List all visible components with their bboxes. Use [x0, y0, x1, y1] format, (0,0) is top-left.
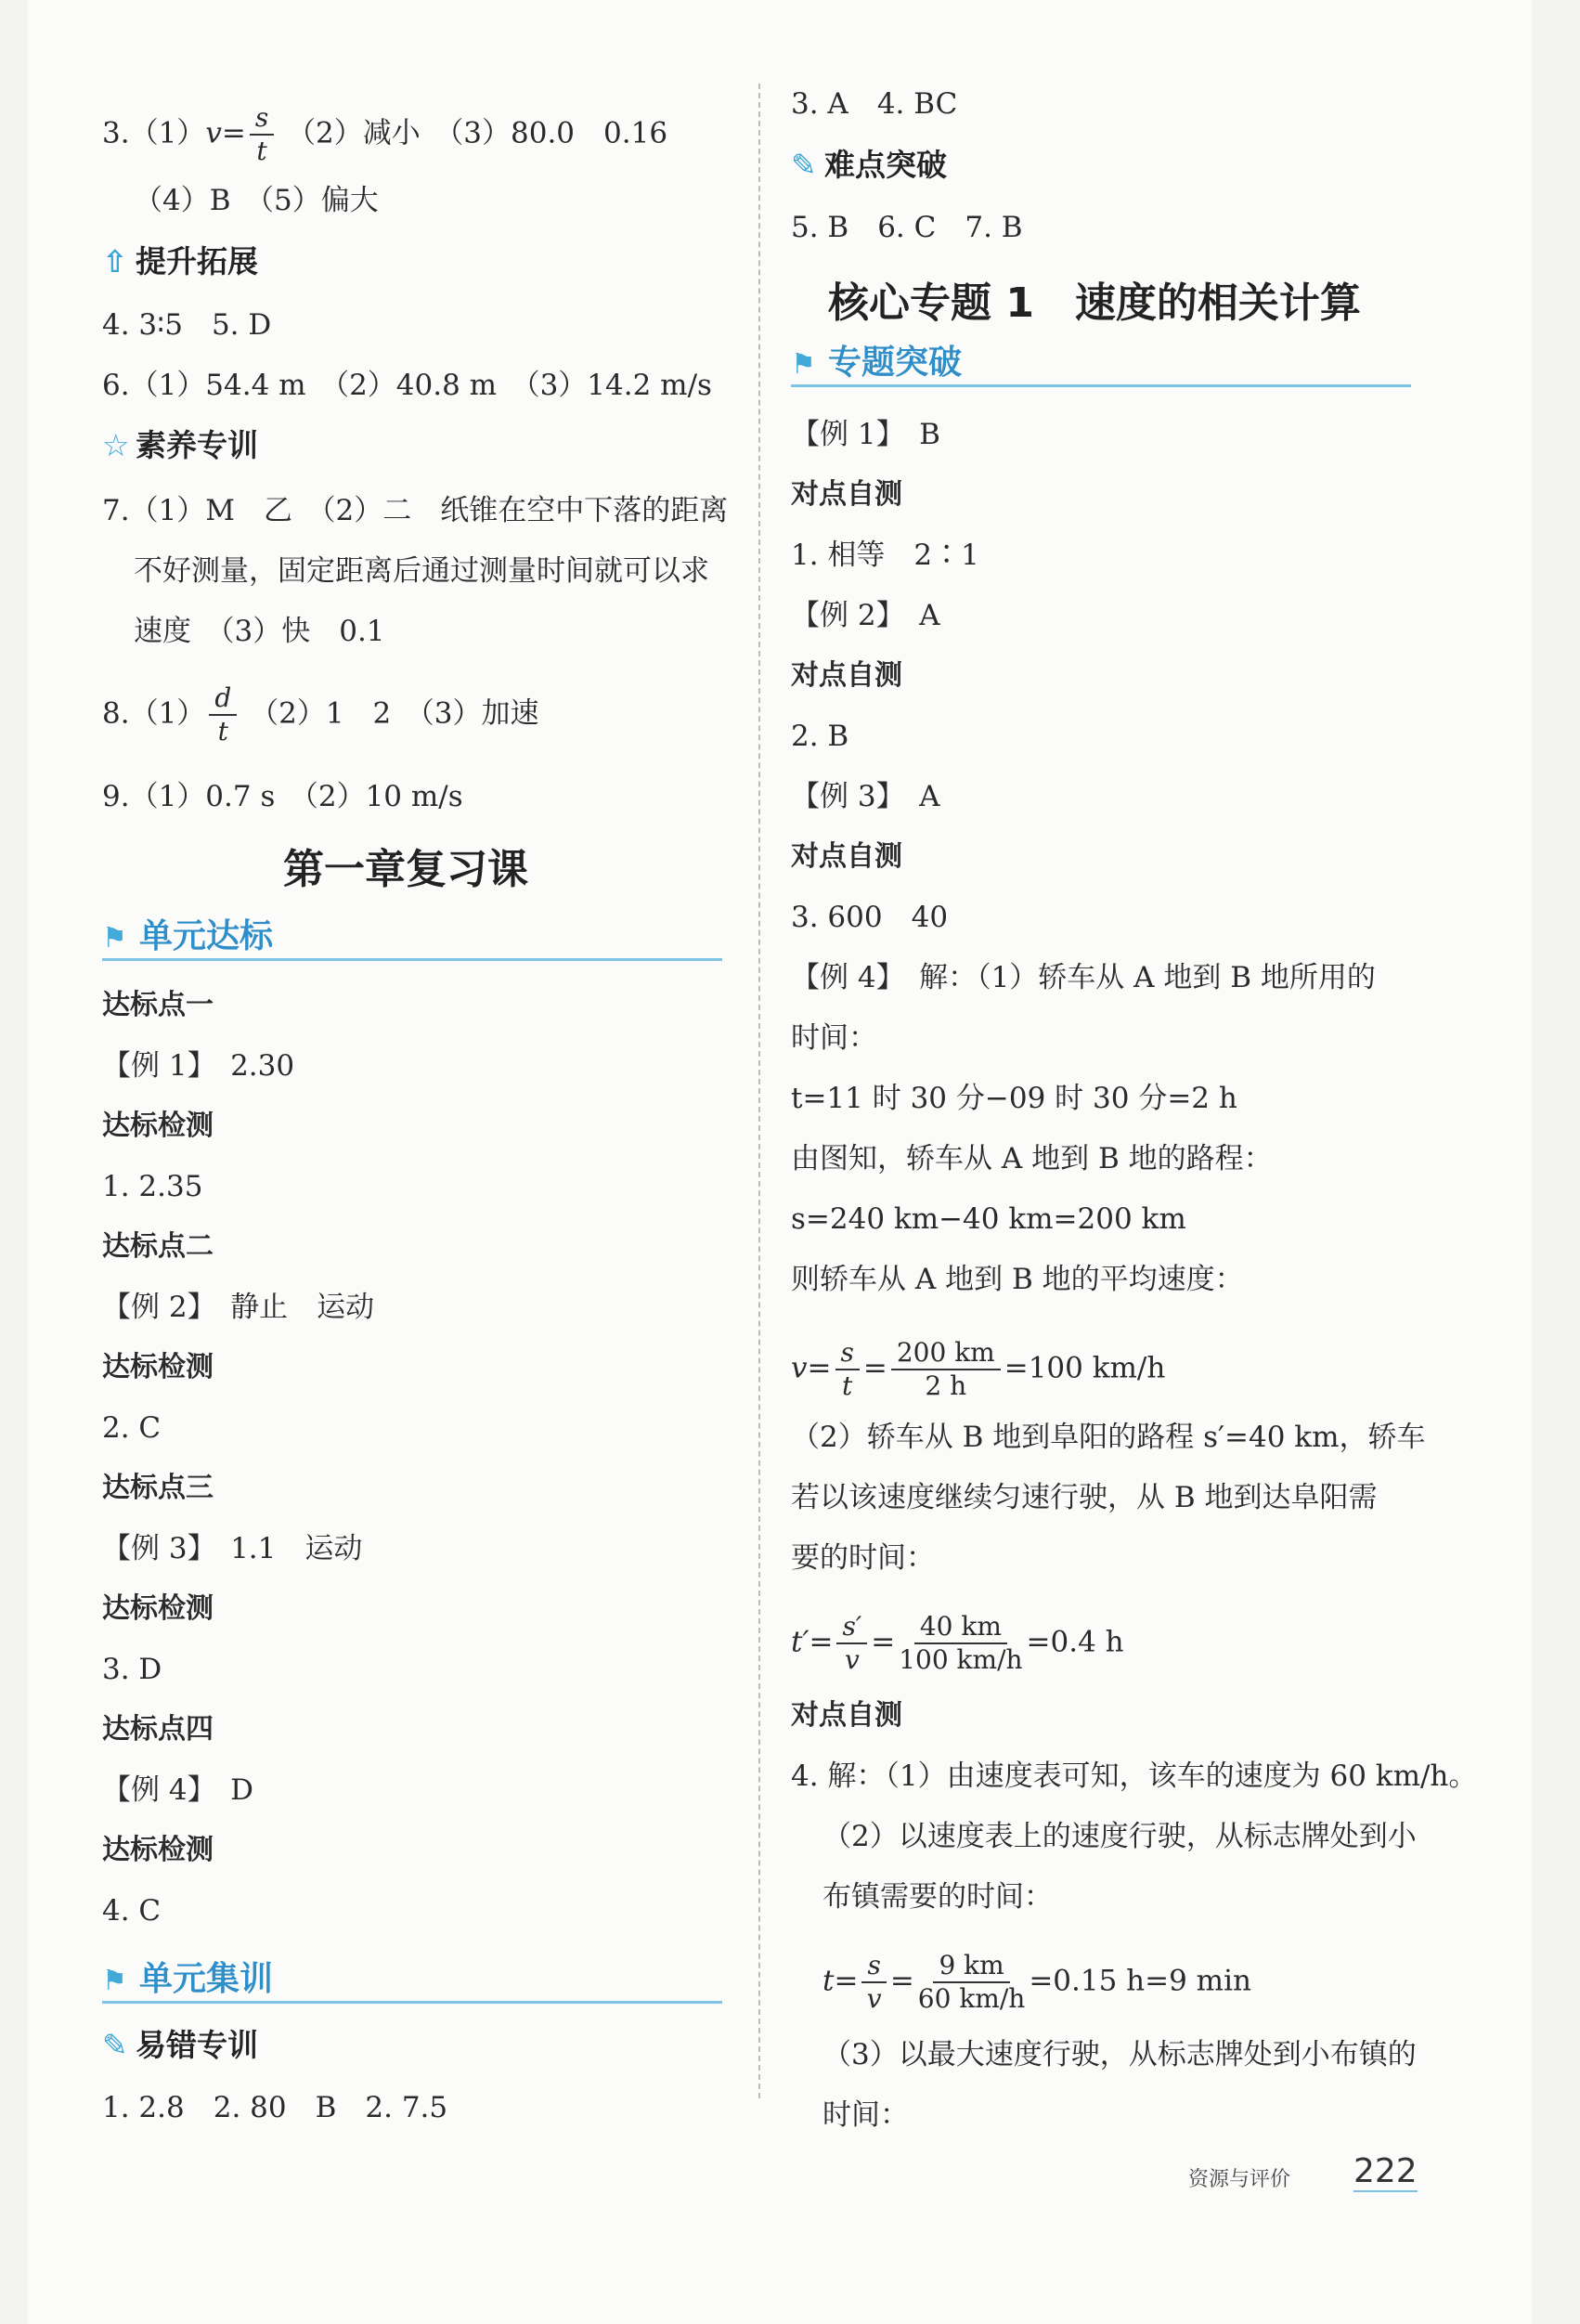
core-topic-title: 核心专题 1 速度的相关计算	[828, 279, 1361, 327]
formula-lhs: t=	[822, 1964, 859, 1998]
point-label: 达标点二	[102, 1230, 214, 1263]
footer-label: 资源与评价	[1188, 2168, 1291, 2191]
numerator: d	[209, 682, 237, 716]
answer-line	[102, 682, 539, 747]
point-label: 达标点三	[102, 1472, 214, 1504]
heading-text: 专题突破	[828, 344, 963, 382]
subsection-heading	[102, 427, 258, 464]
denominator: 60 km/h	[917, 1983, 1026, 2014]
answer-line: 1. 2.35	[102, 1170, 203, 1203]
formula-lhs: v=	[205, 116, 246, 150]
fraction	[861, 1950, 886, 2015]
self-test-label: 对点自测	[791, 478, 902, 511]
answer-line: 3. A 4. BC	[791, 87, 958, 121]
equation-line: t′= $\frac{s'}{v}$ = $\frac{40 km}{100 km/h}$ =0.4 h	[791, 1611, 1124, 1675]
page-number: 222	[1353, 2152, 1418, 2190]
formula-rhs: =100 km/h	[1004, 1351, 1166, 1385]
check-label: 达标检测	[102, 1592, 214, 1625]
answer-line: 速度 （3）快 0.1	[134, 615, 385, 648]
pencil-icon: ✎	[102, 2027, 128, 2063]
answer-text: 3.（1）	[102, 116, 206, 150]
answer-line	[102, 102, 667, 167]
solution-line: 若以该速度继续匀速行驶，从 B 地到达阜阳需	[791, 1481, 1378, 1514]
answer-line: 4. C	[102, 1894, 162, 1928]
point-label: 达标点四	[102, 1713, 214, 1746]
arrow-up-icon: ⇧	[102, 243, 128, 279]
answer-line: （4）B （5）偏大	[134, 184, 379, 217]
answer-text: （2）减小 （3）80.0 0.16	[287, 116, 668, 150]
subsection-heading	[102, 2027, 258, 2064]
example-line: 【例 1】 2.30	[102, 1049, 295, 1083]
flag-icon: ⚑	[791, 348, 816, 381]
answer-line: 不好测量，固定距离后通过测量时间就可以求	[134, 554, 709, 588]
pencil-icon: ✎	[791, 147, 817, 183]
solution-line: 4. 解：（1）由速度表可知，该车的速度为 60 km/h。	[791, 1759, 1478, 1793]
heading-text: 单元达标	[139, 917, 274, 955]
formula-lhs: t′=	[791, 1625, 834, 1659]
answer-line: 3. 600 40	[791, 901, 949, 934]
formula-rhs: =0.4 h	[1026, 1625, 1124, 1659]
chapter-review-title: 第一章复习课	[283, 846, 528, 893]
numerator: s	[250, 102, 274, 136]
answer-line: 1. 相等 2∶1	[791, 539, 979, 572]
numerator: 9 km	[933, 1950, 1009, 1983]
denominator: 100 km/h	[899, 1644, 1023, 1675]
answer-line: 9.（1）0.7 s （2）10 m/s	[102, 780, 463, 813]
heading-text: 难点突破	[824, 147, 947, 183]
answer-line: 3. D	[102, 1653, 162, 1686]
section-heading	[791, 336, 1411, 387]
self-test-label: 对点自测	[791, 840, 902, 873]
answer-line: 5. B 6. C 7. B	[791, 211, 1023, 244]
numerator: s	[861, 1950, 886, 1983]
solution-line: （3）以最大速度行驶，从标志牌处到小布镇的	[822, 2038, 1417, 2071]
star-icon: ☆	[102, 427, 130, 463]
heading-text: 提升拓展	[136, 243, 258, 279]
heading-text: 素养专训	[136, 427, 258, 463]
answer-line: 2. C	[102, 1411, 162, 1445]
formula-rhs: =0.15 h=9 min	[1029, 1964, 1251, 1998]
subsection-heading	[102, 243, 258, 280]
answer-line: 7.（1）M 乙 （2）二 纸锥在空中下落的距离	[102, 494, 729, 527]
denominator: t	[842, 1370, 853, 1401]
solution-line: 时间：	[791, 1021, 877, 1055]
solution-line: 则轿车从 A 地到 B 地的平均速度：	[791, 1263, 1244, 1296]
point-label: 达标点一	[102, 989, 214, 1021]
fraction	[209, 682, 237, 747]
self-test-label: 对点自测	[791, 1699, 902, 1732]
heading-text: 单元集训	[139, 1960, 274, 1998]
fraction	[250, 102, 274, 167]
fraction	[836, 1611, 867, 1676]
numerator: 40 km	[914, 1611, 1007, 1644]
column-divider	[758, 84, 760, 2098]
example-line: 【例 4】 解：（1）轿车从 A 地到 B 地所用的	[791, 961, 1376, 994]
heading-text: 易错专训	[136, 2027, 258, 2063]
check-label: 达标检测	[102, 1110, 214, 1142]
numerator: 200 km	[891, 1337, 1001, 1370]
solution-line: 由图知，轿车从 A 地到 B 地的路程：	[791, 1142, 1273, 1175]
answer-line: 2. B	[791, 720, 849, 753]
solution-line: 要的时间：	[791, 1541, 935, 1575]
formula-lhs: v=	[791, 1351, 832, 1385]
example-line: 【例 3】 A	[791, 780, 940, 813]
denominator: t	[256, 136, 267, 166]
solution-line: 时间：	[822, 2098, 909, 2132]
denominator: 2 h	[925, 1370, 967, 1401]
fraction	[835, 1337, 860, 1402]
answer-line: 4. 3∶5 5. D	[102, 308, 272, 342]
fraction	[918, 1950, 1026, 2015]
flag-icon: ⚑	[102, 1965, 127, 1997]
check-label: 达标检测	[102, 1834, 214, 1866]
example-line: 【例 2】 静止 运动	[102, 1291, 375, 1324]
numerator: s′	[836, 1611, 867, 1644]
self-test-label: 对点自测	[791, 659, 902, 692]
equation-line: s=240 km−40 km=200 km	[791, 1202, 1186, 1236]
answer-text: （2）1 2 （3）加速	[250, 696, 539, 731]
denominator: t	[217, 716, 228, 747]
answer-line: 1. 2.8 2. 80 B 2. 7.5	[102, 2091, 448, 2124]
fraction	[899, 1611, 1022, 1676]
solution-line: 布镇需要的时间：	[822, 1880, 1053, 1914]
answer-page	[28, 0, 1532, 2324]
answer-text: 8.（1）	[102, 696, 206, 731]
example-line: 【例 2】 A	[791, 599, 940, 632]
equation-line: t=11 时 30 分−09 时 30 分=2 h	[791, 1082, 1237, 1115]
answer-line: 6.（1）54.4 m （2）40.8 m （3）14.2 m/s	[102, 369, 712, 402]
denominator: v	[866, 1983, 882, 2014]
example-line: 【例 4】 D	[102, 1773, 253, 1807]
equation-line: t= $\frac{s}{v}$ = $\frac{9 km}{60 km/h}$ =0.15 h=9 min	[822, 1950, 1251, 2014]
example-line: 【例 1】 B	[791, 418, 940, 451]
solution-line: （2）轿车从 B 地到阜阳的路程 s′=40 km，轿车	[791, 1421, 1426, 1454]
solution-line: （2）以速度表上的速度行驶，从标志牌处到小	[822, 1820, 1417, 1853]
equation-line: v= $\frac{s}{t}$ = $\frac{200 km}{2 h}$ =100 km/h	[791, 1337, 1166, 1401]
flag-icon: ⚑	[102, 922, 127, 954]
check-label: 达标检测	[102, 1351, 214, 1383]
example-line: 【例 3】 1.1 运动	[102, 1532, 363, 1565]
section-heading	[102, 1953, 722, 2004]
subsection-heading	[791, 147, 947, 184]
fraction	[891, 1337, 1001, 1402]
section-heading	[102, 910, 722, 961]
numerator: s	[835, 1337, 860, 1370]
denominator: v	[844, 1644, 860, 1675]
